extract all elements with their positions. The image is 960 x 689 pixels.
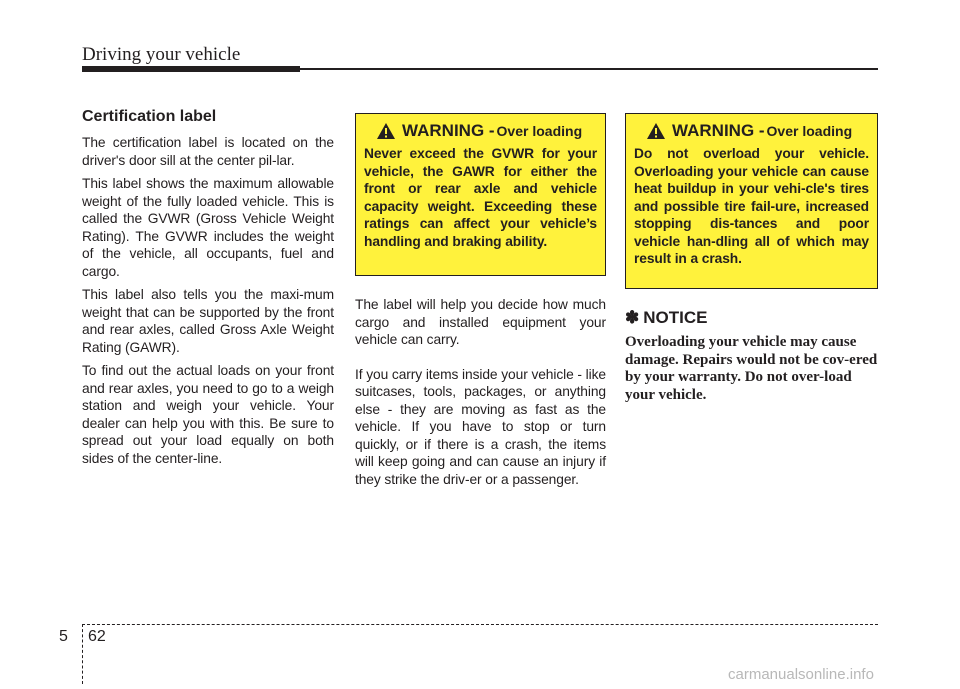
paragraph: This label also tells you the maxi-mum weight that can be supported by the front and rear axles, called Gross Axle Weight Rating (GAWR).: [82, 287, 334, 355]
column-certification: [82, 108, 334, 473]
notice-header: [625, 308, 878, 328]
footer-divider: [82, 624, 83, 684]
paragraph: To find out the actual loads on your front and rear axles, you need to go to a weigh station and weigh your vehicle. Your dealer can help you with this. Be sure to spread out your load equally on both sides of the center-line.: [82, 363, 334, 466]
warning-header: [634, 121, 869, 141]
warning-label: WARNING -: [402, 121, 495, 140]
warning-box-gvwr: [355, 113, 606, 276]
watermark: carmanualsonline.info: [728, 666, 874, 683]
page-number: 62: [88, 628, 106, 645]
paragraph: If you carry items inside your vehicle - like suitcases, tools, packages, or anything else - they are moving as fast as the vehicle. If you have to stop or turn quickly, or if there is a crash, the items will keep going and can cause an injury if they strike the driv-er or a passenger.: [355, 366, 606, 487]
header-bar: [82, 66, 300, 72]
warning-triangle-icon: [376, 122, 396, 140]
notice-asterisk-icon: ✽: [625, 308, 640, 327]
warning-subtitle: Over loading: [766, 123, 853, 139]
warning-body: Never exceed the GVWR for your vehicle, the GAWR for either the front or rear axle and vehicle capacity weight. Exceeding these ratings can affect your vehicle’s handling and braking ability.: [364, 146, 597, 249]
column-cargo: [355, 296, 606, 494]
chapter-number: 5: [59, 628, 68, 645]
warning-triangle-icon: [646, 122, 666, 140]
page-header-title: Driving your vehicle: [82, 44, 241, 65]
warning-subtitle: Over loading: [496, 123, 583, 139]
section-heading: Certification label: [82, 108, 217, 125]
paragraph: This label shows the maximum allowable weight of the fully loaded vehicle. This is called the GVWR (Gross Vehicle Weight Rating). The GVWR includes the weight of the vehicle, all occupants, fuel and cargo.: [82, 176, 334, 279]
notice-section: [625, 308, 878, 404]
header-rule: [300, 68, 878, 70]
warning-label: WARNING -: [672, 121, 765, 140]
paragraph: The certification label is located on the driver's door sill at the center pil-lar.: [82, 135, 334, 168]
paragraph: The label will help you decide how much cargo and installed equipment your vehicle can carry.: [355, 297, 606, 347]
warning-body: Do not overload your vehicle. Overloading your vehicle can cause heat buildup in your vehi-cle's tires and possible tire fail-ure, increased stopping dis-tances and poor vehicle han-dling all of which may result in a crash.: [634, 146, 869, 266]
warning-box-overload: [625, 113, 878, 289]
notice-body: Overloading your vehicle may cause damage. Repairs would not be cov-ered by your warranty. Do not over-load your vehicle.: [625, 334, 878, 403]
notice-heading: NOTICE: [643, 308, 708, 327]
footer-rule: [82, 624, 878, 625]
warning-header: [364, 121, 597, 141]
